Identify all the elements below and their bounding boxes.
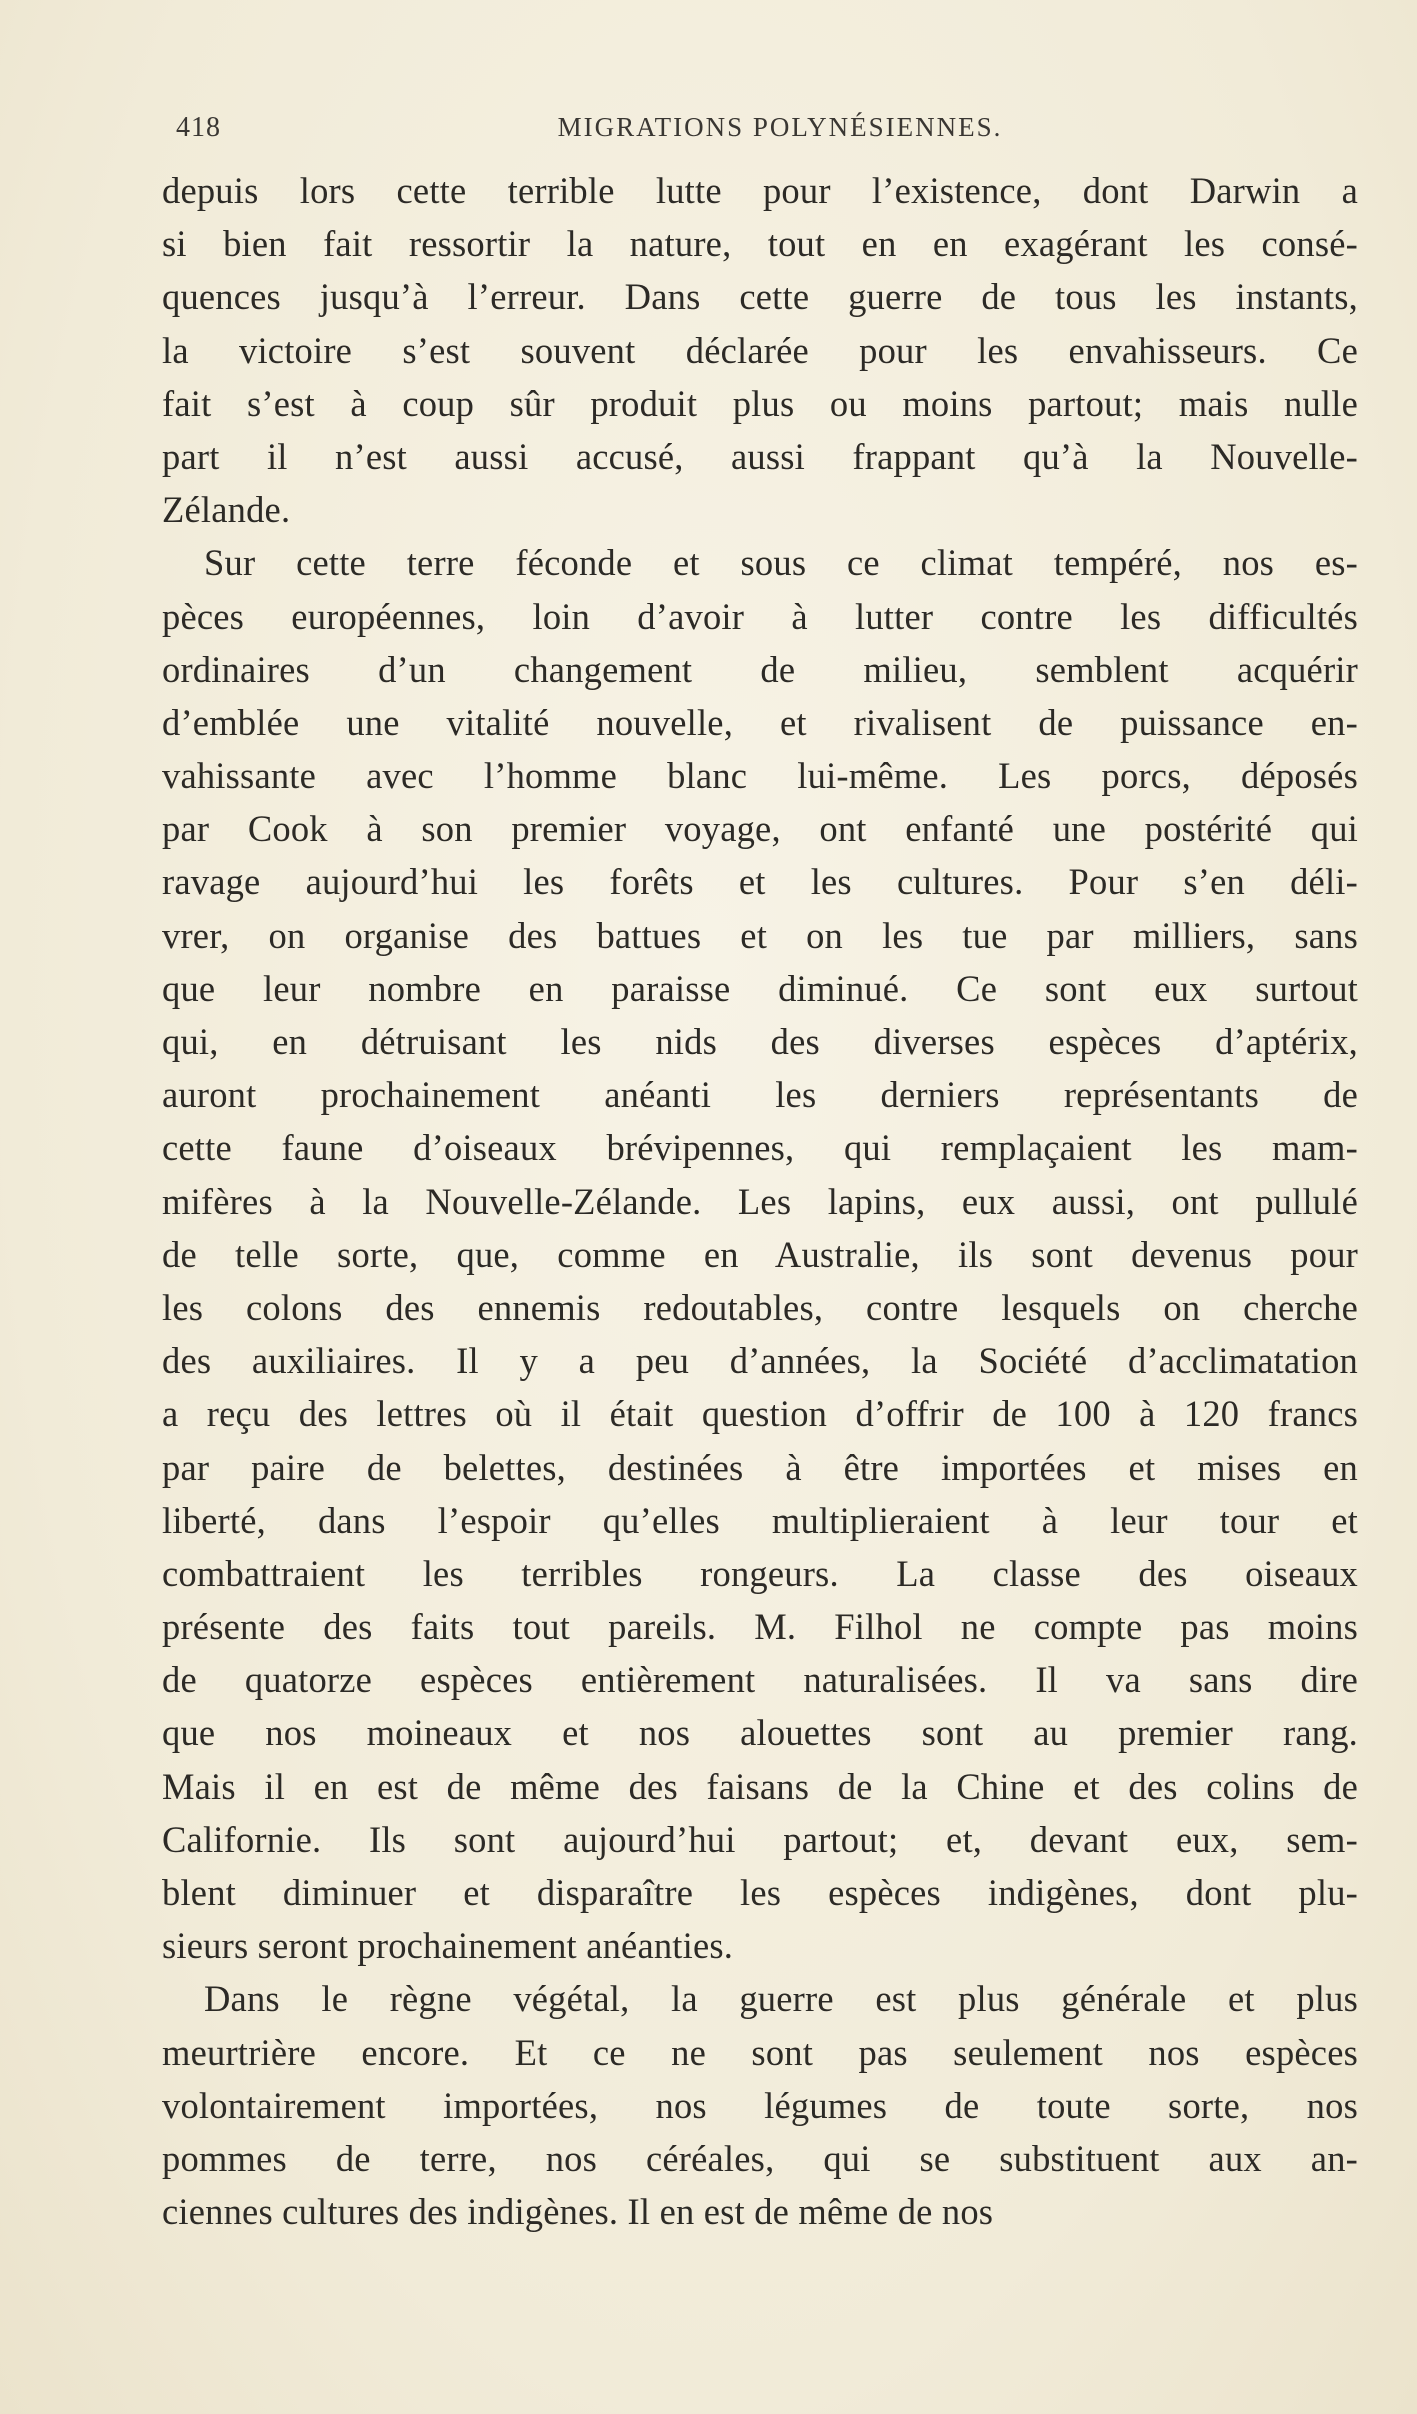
text-line: des auxiliaires. Il y a peu d’années, la Société d’acclimatation [162,1340,1358,1382]
text-line: Sur cette terre féconde et sous ce climat tempéré, nos es- [204,542,1358,584]
text-line: les colons des ennemis redoutables, contre lesquels on cherche [162,1286,1358,1328]
text-line: liberté, dans l’espoir qu’elles multiplieraient à leur tour et [162,1499,1358,1541]
text-line: présente des faits tout pareils. M. Filhol ne compte pas moins [162,1606,1358,1648]
text-line: que nos moineaux et nos alouettes sont au premier rang. [162,1712,1358,1754]
text-line: combattraient les terribles rongeurs. La classe des oiseaux [162,1552,1358,1594]
text-line: ravage aujourd’hui les forêts et les cultures. Pour s’en déli- [162,861,1358,903]
text-line: si bien fait ressortir la nature, tout en en exagérant les consé- [162,223,1358,265]
text-line: vrer, on organise des battues et on les tue par milliers, sans [162,914,1358,956]
running-title: MIGRATIONS POLYNÉSIENNES. [557,112,1003,142]
text-line: que leur nombre en paraisse diminué. Ce sont eux surtout [162,967,1358,1009]
text-line: vahissante avec l’homme blanc lui-même. Les porcs, déposés [162,755,1358,797]
text-line: quences jusqu’à l’erreur. Dans cette guerre de tous les instants, [162,276,1358,318]
text-line: Californie. Ils sont aujourd’hui partout; et, devant eux, sem- [162,1818,1358,1860]
text-line: cette faune d’oiseaux brévipennes, qui remplaçaient les mam- [162,1127,1358,1169]
text-line: ciennes cultures des indigènes. Il en est de même de nos [162,2191,994,2233]
text-line: a reçu des lettres où il était question d’offrir de 100 à 120 francs [162,1393,1358,1435]
text-line: Mais il en est de même des faisans de la Chine et des colins de [162,1765,1358,1807]
paragraph-container [162,164,1358,2238]
text-line: pèces européennes, loin d’avoir à lutter contre les difficultés [162,595,1358,637]
text-line: par paire de belettes, destinées à être importées et mises en [162,1446,1358,1488]
text-line: meurtrière encore. Et ce ne sont pas seulement nos espèces [162,2031,1358,2073]
paragraph [162,536,1358,1972]
text-line: par Cook à son premier voyage, ont enfanté une postérité qui [162,808,1358,850]
text-line: mifères à la Nouvelle-Zélande. Les lapins, eux aussi, ont pullulé [162,1180,1358,1222]
text-line: de telle sorte, que, comme en Australie, ils sont devenus pour [162,1233,1358,1275]
text-line: de quatorze espèces entièrement naturalisées. Il va sans dire [162,1659,1358,1701]
text-line: fait s’est à coup sûr produit plus ou moins partout; mais nulle [162,382,1358,424]
text-line: Zélande. [162,489,291,531]
text-line: la victoire s’est souvent déclarée pour les envahisseurs. Ce [162,329,1358,371]
text-line: sieurs seront prochainement anéanties. [162,1925,734,1967]
text-line: pommes de terre, nos céréales, qui se substituent aux an- [162,2137,1358,2179]
text-line: Dans le règne végétal, la guerre est plus générale et plus [204,1978,1358,2020]
page-number: 418 [176,112,221,143]
text-line: part il n’est aussi accusé, aussi frappant qu’à la Nouvelle- [162,435,1358,477]
body-text [162,164,1358,2238]
paragraph [162,164,1358,536]
text-line: auront prochainement anéanti les derniers représentants de [162,1074,1358,1116]
text-line: depuis lors cette terrible lutte pour l’existence, dont Darwin a [162,170,1358,211]
text-line: ordinaires d’un changement de milieu, semblent acquérir [162,648,1358,690]
text-line: qui, en détruisant les nids des diverses espèces d’aptérix, [162,1021,1358,1062]
text-line: volontairement importées, nos légumes de toute sorte, nos [162,2084,1358,2126]
paragraph [162,1972,1358,2238]
page-header [176,112,1354,152]
text-line: blent diminuer et disparaître les espèces indigènes, dont plu- [162,1872,1358,1913]
text-line: d’emblée une vitalité nouvelle, et rivalisent de puissance en- [162,701,1358,743]
